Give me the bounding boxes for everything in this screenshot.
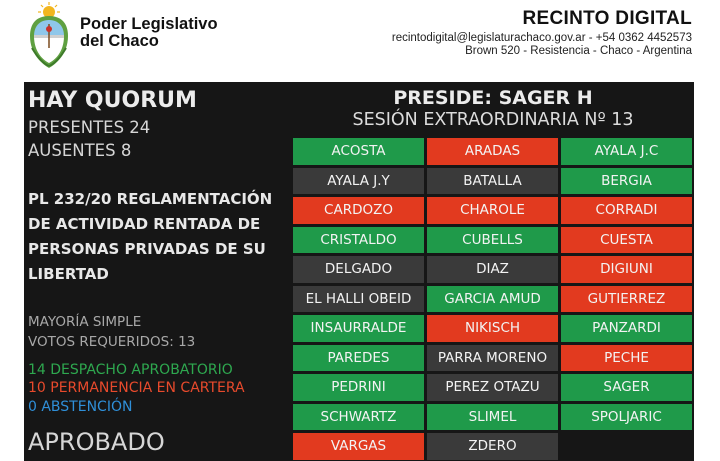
legislator-cell: ACOSTA <box>293 138 424 165</box>
legislator-cell: BATALLA <box>427 168 558 195</box>
vote-result: APROBADO <box>28 428 165 456</box>
absent-count: AUSENTES 8 <box>28 141 132 160</box>
legislator-cell: DIGIUNI <box>561 256 692 283</box>
approve-tally: 14 DESPACHO APROBATORIO <box>28 362 233 378</box>
session-president: PRESIDE: SAGER H <box>393 87 593 109</box>
legislator-cell: CHAROLE <box>427 197 558 224</box>
contact-info <box>392 32 692 58</box>
legislator-cell: SPOLJARIC <box>561 404 692 431</box>
legislator-cell: CRISTALDO <box>293 227 424 254</box>
required-votes: VOTOS REQUERIDOS: 13 <box>28 334 196 350</box>
legislator-cell: ARADAS <box>427 138 558 165</box>
bill-title-line: LIBERTAD <box>28 265 109 283</box>
legislator-cell: CARDOZO <box>293 197 424 224</box>
legislator-cell: GARCIA AMUD <box>427 286 558 313</box>
legislator-cell: AYALA J.Y <box>293 168 424 195</box>
legislator-cell: DELGADO <box>293 256 424 283</box>
contact-address: Brown 520 - Resistencia - Chaco - Argentina <box>465 45 692 57</box>
legislator-cell: EL HALLI OBEID <box>293 286 424 313</box>
legislator-grid <box>293 138 693 460</box>
session-panel <box>292 82 694 461</box>
bill-title-line: DE ACTIVIDAD RENTADA DE <box>28 215 261 233</box>
provincial-coat-of-arms-icon <box>26 2 72 70</box>
majority-type: MAYORÍA SIMPLE <box>28 314 142 330</box>
legislator-cell: SLIMEL <box>427 404 558 431</box>
hold-tally: 10 PERMANENCIA EN CARTERA <box>28 380 245 396</box>
legislator-cell: CUESTA <box>561 227 692 254</box>
brand-title: RECINTO DIGITAL <box>522 8 692 29</box>
org-name-line1: Poder Legislativo <box>80 15 218 33</box>
org-name <box>80 16 218 50</box>
legislator-cell: SCHWARTZ <box>293 404 424 431</box>
legislator-cell: PARRA MORENO <box>427 345 558 372</box>
quorum-status: HAY QUORUM <box>28 88 197 113</box>
legislator-cell: GUTIERREZ <box>561 286 692 313</box>
bill-title <box>28 187 298 287</box>
legislator-cell: NIKISCH <box>427 315 558 342</box>
org-name-line2: del Chaco <box>80 32 159 50</box>
bill-title-line: PL 232/20 REGLAMENTACIÓN <box>28 190 273 208</box>
legislator-cell: ZDERO <box>427 433 558 460</box>
legislator-cell: PECHE <box>561 345 692 372</box>
empty-cell <box>561 433 692 460</box>
legislator-cell: PANZARDI <box>561 315 692 342</box>
legislator-cell: AYALA J.C <box>561 138 692 165</box>
legislator-cell: SAGER <box>561 374 692 401</box>
bill-title-line: PERSONAS PRIVADAS DE SU <box>28 240 266 258</box>
legislator-cell: CUBELLS <box>427 227 558 254</box>
legislator-cell: BERGIA <box>561 168 692 195</box>
legislator-cell: PEDRINI <box>293 374 424 401</box>
legislator-cell: VARGAS <box>293 433 424 460</box>
legislator-cell: PAREDES <box>293 345 424 372</box>
session-title: SESIÓN EXTRAORDINARIA Nº 13 <box>352 110 634 130</box>
legislator-cell: CORRADI <box>561 197 692 224</box>
contact-email-phone: recintodigital@legislaturachaco.gov.ar - +54 0362 4452573 <box>391 32 692 44</box>
legislator-cell: PEREZ OTAZU <box>427 374 558 401</box>
page-header <box>0 0 720 80</box>
vote-summary-panel <box>24 82 292 461</box>
abstain-tally: 0 ABSTENCIÓN <box>28 399 133 415</box>
legislator-cell: DIAZ <box>427 256 558 283</box>
legislator-cell: INSAURRALDE <box>293 315 424 342</box>
present-count: PRESENTES 24 <box>28 118 151 137</box>
voting-board <box>24 82 694 461</box>
